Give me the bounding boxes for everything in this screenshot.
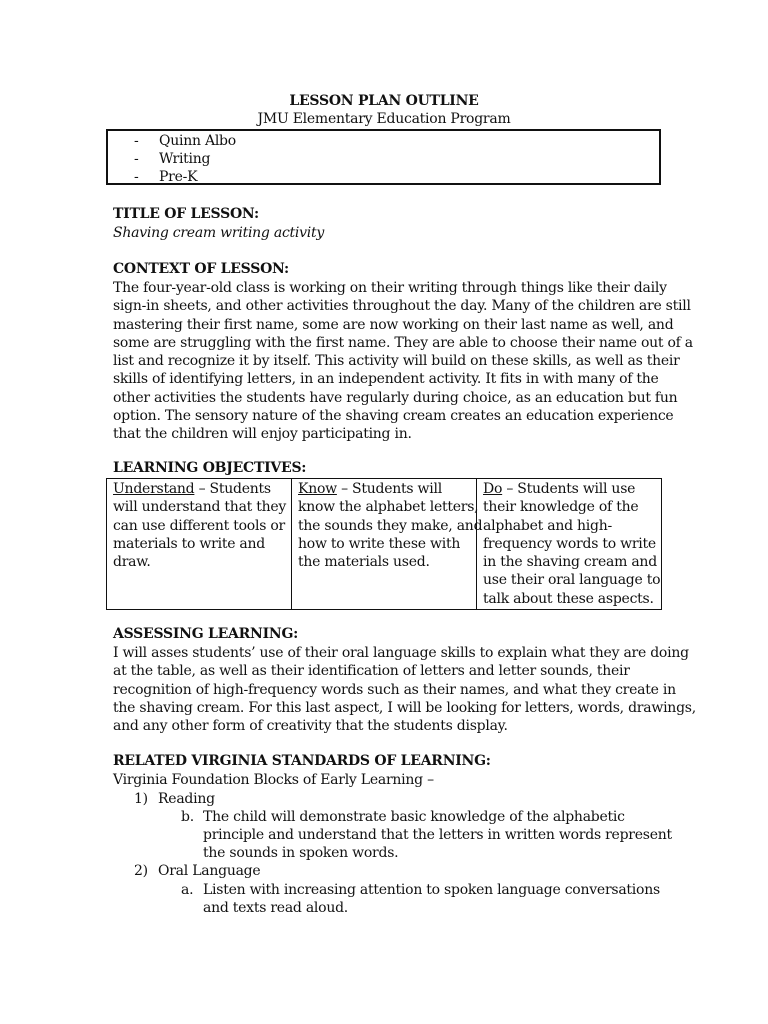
paragraph-line: list and recognize it by itself. This activity will build on these skills, as well as their xyxy=(113,353,680,370)
lesson-title: Shaving cream writing activity xyxy=(113,225,325,241)
cell-line: know the alphabet letters, xyxy=(298,499,479,516)
understand-keyword: Understand xyxy=(113,481,195,497)
sublist-line: Listen with increasing attention to spoken language conversations xyxy=(203,882,660,898)
author-name: Quinn Albo xyxy=(159,133,236,149)
paragraph-line: recognition of high-frequency words such as their names, and what they create in xyxy=(113,681,676,698)
list-number: 2) xyxy=(134,863,148,879)
cell-line: materials to write and xyxy=(113,535,266,552)
paragraph-line: option. The sensory nature of the shaving cream creates an education experience xyxy=(113,408,674,425)
dash-bullet: - xyxy=(134,133,139,149)
cell-line: will understand that they xyxy=(113,499,287,516)
cell-line: can use different tools or xyxy=(113,517,285,534)
cell-line xyxy=(113,480,285,498)
paragraph-line: The four-year-old class is working on their writing through things like their daily xyxy=(113,280,667,296)
info-item xyxy=(134,168,197,186)
standards-intro: Virginia Foundation Blocks of Early Learning – xyxy=(113,772,434,788)
document-title: LESSON PLAN OUTLINE xyxy=(289,93,479,109)
sublist-line: the sounds in spoken words. xyxy=(203,845,399,861)
cell-text: – Students will xyxy=(336,481,442,497)
dash-bullet: - xyxy=(134,151,139,167)
cell-line: their knowledge of the xyxy=(483,499,639,516)
cell-text: – Students xyxy=(194,481,271,497)
sublist-line: and texts read aloud. xyxy=(203,900,349,916)
sublist-line: The child will demonstrate basic knowledge of the alphabetic xyxy=(203,809,625,825)
cell-line: talk about these aspects. xyxy=(483,590,654,607)
paragraph-line: mastering their first name, some are now working on their last name as well, and xyxy=(113,316,674,333)
paragraph-line: at the table, as well as their identification of letters and letter sounds, their xyxy=(113,663,630,680)
cell-line: alphabet and high- xyxy=(483,517,612,534)
list-item-reading: Reading xyxy=(158,791,215,807)
paragraph-line: some are struggling with the first name. They are able to choose their name out of a xyxy=(113,334,693,351)
document-subtitle: JMU Elementary Education Program xyxy=(257,111,511,127)
know-keyword: Know xyxy=(298,481,337,497)
list-letter: a. xyxy=(181,882,194,898)
list-item-oral-language: Oral Language xyxy=(158,863,261,879)
cell-line: how to write these with xyxy=(298,535,461,552)
info-item xyxy=(134,150,210,168)
paragraph-line: I will asses students’ use of their oral language skills to explain what they are doing xyxy=(113,645,689,661)
cell-line: use their oral language to xyxy=(483,572,661,589)
cell-line: the materials used. xyxy=(298,554,430,571)
paragraph-line: skills of identifying letters, in an independent activity. It fits in with many of the xyxy=(113,371,659,388)
assessing-paragraph xyxy=(113,644,696,735)
cell-line: in the shaving cream and xyxy=(483,554,657,571)
grade-level: Pre-K xyxy=(159,169,198,185)
know-cell xyxy=(292,479,483,610)
paragraph-line: and any other form of creativity that the students display. xyxy=(113,718,508,735)
standards-heading: RELATED VIRGINIA STANDARDS OF LEARNING: xyxy=(113,753,491,769)
do-cell xyxy=(477,479,662,610)
paragraph-line: other activities the students have regularly during choice, as an education but fun xyxy=(113,389,678,406)
cell-line: frequency words to write xyxy=(483,535,656,552)
subject-area: Writing xyxy=(159,151,211,167)
cell-line xyxy=(298,480,470,498)
list-letter: b. xyxy=(181,809,194,825)
assessing-heading: ASSESSING LEARNING: xyxy=(113,626,299,642)
cell-text: – Students will use xyxy=(502,481,636,497)
objectives-table xyxy=(106,478,662,610)
cell-line: the sounds they make, and xyxy=(298,517,483,534)
paragraph-line: that the children will enjoy participating in. xyxy=(113,426,412,443)
info-box xyxy=(106,129,661,185)
understand-cell xyxy=(107,479,292,610)
cell-line: draw. xyxy=(113,554,151,571)
table-row xyxy=(107,479,662,610)
info-item xyxy=(134,132,236,150)
context-heading: CONTEXT OF LESSON: xyxy=(113,261,289,277)
dash-bullet: - xyxy=(134,169,139,185)
title-of-lesson-heading: TITLE OF LESSON: xyxy=(113,206,259,222)
objectives-heading: LEARNING OBJECTIVES: xyxy=(113,460,307,476)
do-keyword: Do xyxy=(483,481,503,497)
sublist-line: principle and understand that the letters in written words represent xyxy=(203,827,672,843)
paragraph-line: sign-in sheets, and other activities throughout the day. Many of the children are still xyxy=(113,298,691,315)
list-number: 1) xyxy=(134,791,148,807)
cell-line xyxy=(483,480,655,498)
context-paragraph xyxy=(113,279,693,444)
paragraph-line: the shaving cream. For this last aspect, I will be looking for letters, words, drawings, xyxy=(113,699,696,716)
